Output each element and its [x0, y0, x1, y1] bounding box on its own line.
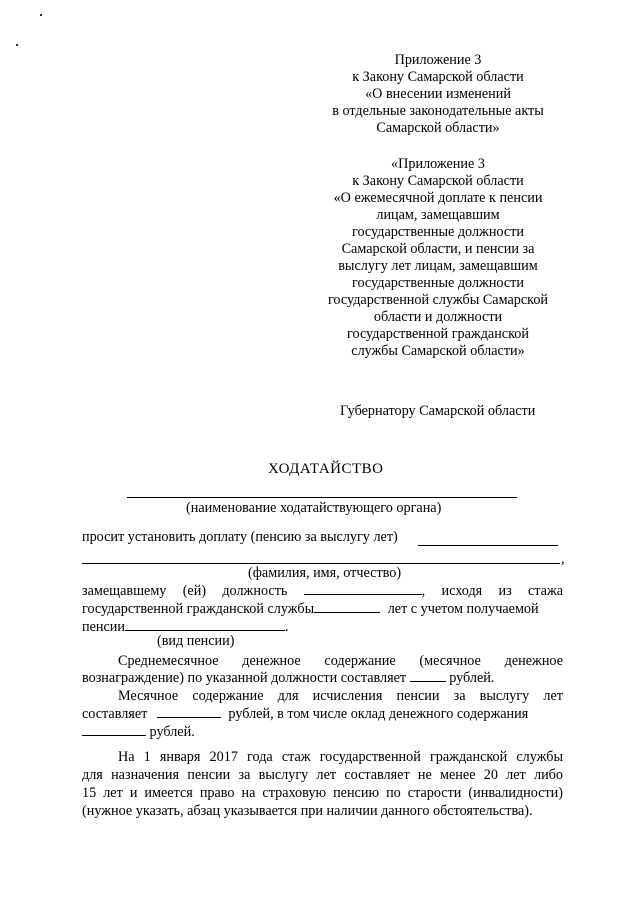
avg-pay-blank	[410, 670, 446, 682]
scan-speck	[40, 14, 42, 16]
appendix-line: Приложение 3	[394, 52, 482, 68]
inner-appendix-line: Самарской области, и пенсии за	[341, 241, 535, 257]
service-blank	[314, 601, 380, 613]
jan-para-line1: На 1 января 2017 года стаж государственной гражданской службы	[118, 749, 563, 765]
monthly-para-line2-end: рублей, в том числе оклад денежного содержания	[228, 706, 529, 722]
position-word: должность	[222, 583, 288, 599]
jan-para-line3: 15 лет и имеется право на страховую пенсию по старости (инвалидности)	[82, 785, 563, 801]
caption-name: (фамилия, имя, отчество)	[248, 565, 402, 581]
inner-appendix-line: к Закону Самарской области	[352, 173, 524, 189]
inner-appendix-line: «Приложение 3	[391, 156, 485, 172]
caption-organ: (наименование ходатайствующего органа)	[186, 500, 442, 516]
inner-appendix-line: лицам, замещавшим	[376, 207, 500, 223]
organ-name-line	[127, 497, 517, 498]
salary-blank	[82, 724, 146, 736]
avg-para-line2-end: рублей.	[449, 670, 495, 686]
monthly-para-line3	[82, 724, 195, 741]
position-word: (ей)	[182, 583, 207, 599]
appendix-line: Самарской области»	[376, 120, 500, 136]
service-line	[82, 601, 539, 618]
position-word: из	[498, 583, 512, 599]
scan-speck	[16, 44, 18, 46]
inner-appendix-line: государственные должности	[352, 275, 524, 291]
full-name-comma: ,	[561, 551, 565, 567]
request-blank	[418, 545, 558, 546]
service-end: лет с учетом получаемой	[387, 601, 539, 617]
appendix-block	[318, 52, 558, 137]
inner-appendix-line: выслугу лет лицам, замещавшим	[338, 258, 538, 274]
monthly-amount-blank	[157, 706, 221, 718]
jan-para-line4: (нужное указать, абзац указывается при наличии данного обстоятельства).	[82, 803, 533, 819]
position-word: замещавшему	[82, 583, 167, 599]
inner-appendix-block	[318, 156, 558, 360]
inner-appendix-line: государственные должности	[352, 224, 524, 240]
full-name-line	[82, 563, 560, 564]
monthly-para-line2-start: составляет	[82, 706, 148, 722]
avg-para-line2	[82, 670, 494, 687]
pension-blank	[125, 619, 285, 631]
position-word: стажа	[527, 583, 564, 599]
monthly-para-line3-end: рублей.	[149, 724, 195, 740]
inner-appendix-line: службы Самарской области»	[351, 343, 525, 359]
inner-appendix-line: области и должности	[373, 309, 503, 325]
service-start: государственной гражданской службы	[82, 601, 315, 617]
inner-appendix-line: государственной службы Самарской	[327, 292, 549, 308]
monthly-para-line2	[82, 706, 563, 723]
avg-para-line2-start: вознаграждение) по указанной должности составляет	[82, 670, 407, 686]
monthly-para-line1: Месячное содержание для исчисления пенсии за выслугу лет	[118, 688, 563, 704]
caption-pension-type: (вид пенсии)	[157, 633, 235, 649]
pension-period: .	[284, 619, 289, 635]
inner-appendix-line: государственной гражданской	[347, 326, 529, 342]
request-line: просит установить доплату (пенсию за выслугу лет)	[82, 529, 398, 545]
position-line	[82, 583, 563, 600]
jan-para-line2: для назначения пенсии за выслугу лет составляет не менее 20 лет либо	[82, 767, 563, 783]
appendix-line: в отдельные законодательные акты	[332, 103, 544, 119]
appendix-line: «О внесении изменений	[365, 86, 511, 102]
addressee: Губернатору Самарской области	[340, 403, 536, 419]
position-blank	[304, 583, 422, 595]
avg-para-line1: Среднемесячное денежное содержание (месячное денежное	[118, 653, 563, 669]
position-comma: ,	[421, 583, 426, 599]
inner-appendix-line: «О ежемесячной доплате к пенсии	[333, 190, 543, 206]
position-word: исходя	[441, 583, 483, 599]
pension-word: пенсии	[82, 619, 125, 635]
document-title: ХОДАТАЙСТВО	[268, 461, 384, 477]
appendix-line: к Закону Самарской области	[352, 69, 524, 85]
